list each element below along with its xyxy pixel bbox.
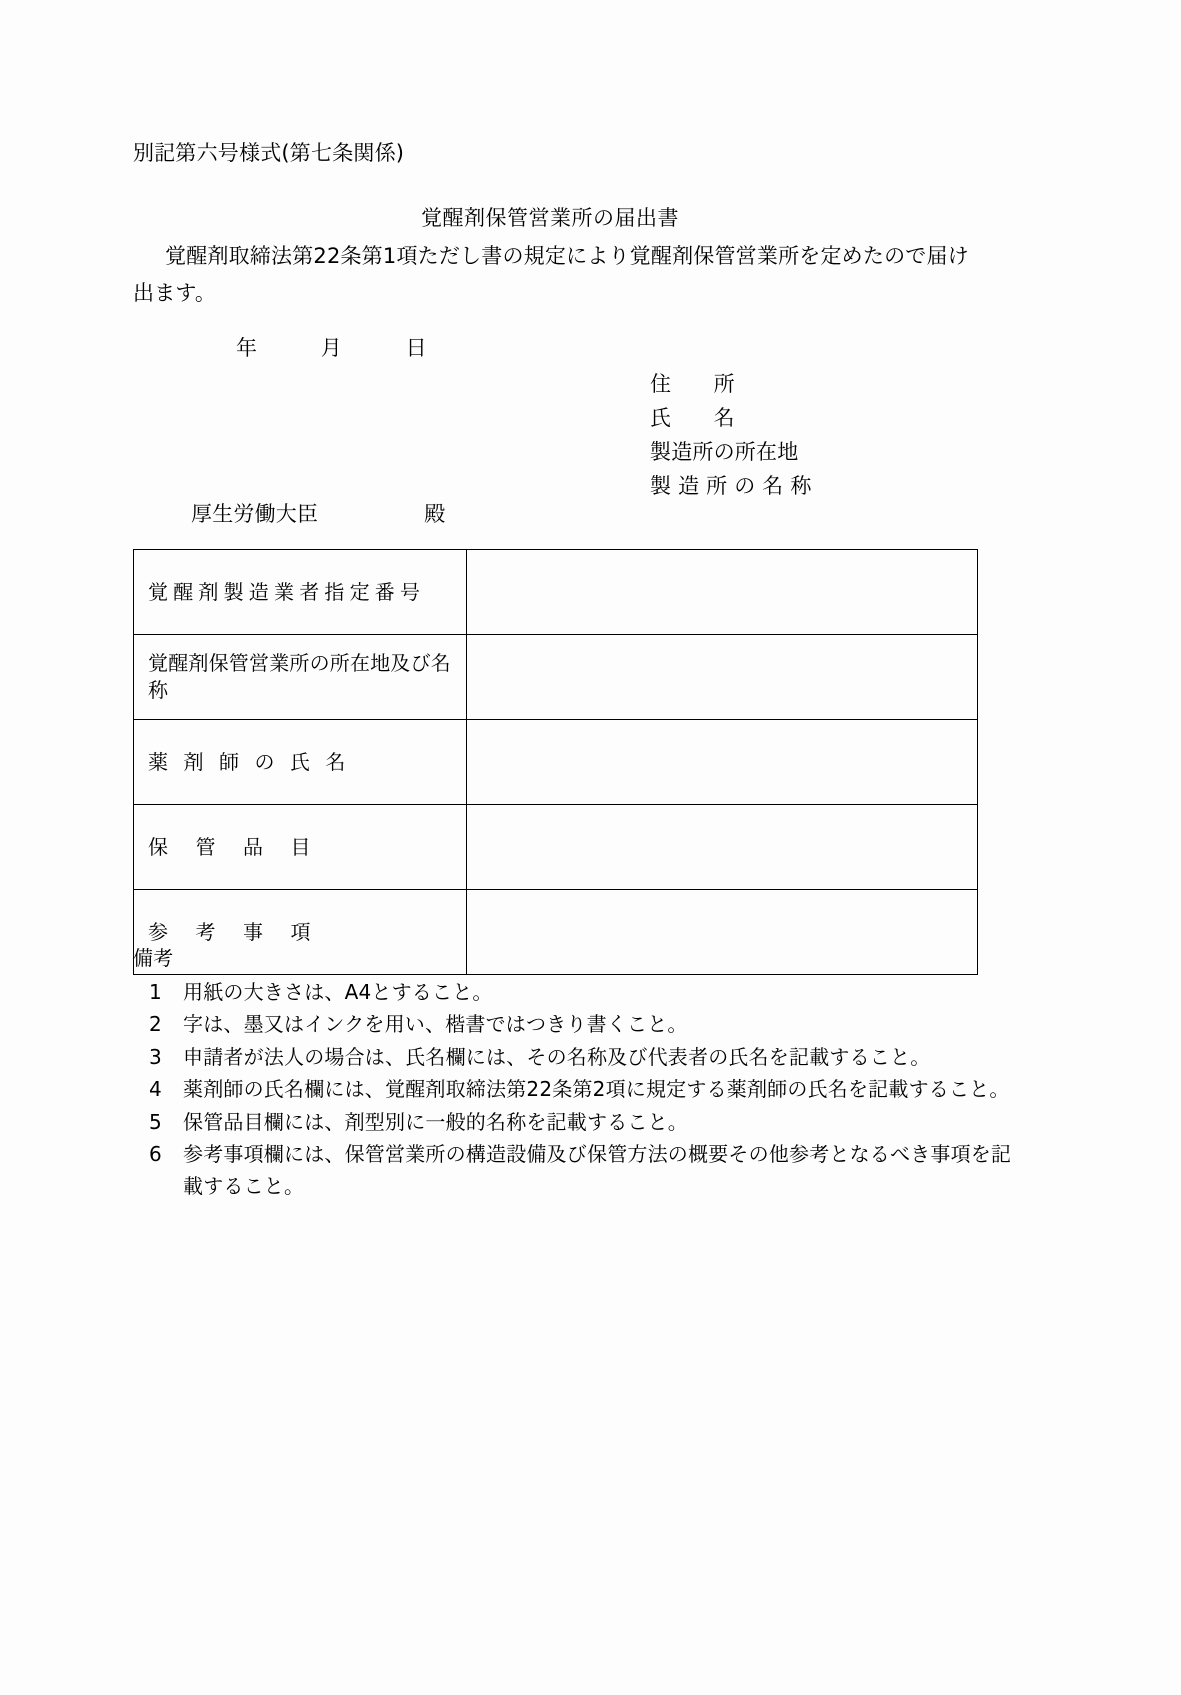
note-number: 6 <box>149 1141 162 1166</box>
note-item <box>149 976 1013 1008</box>
note-number: 1 <box>149 980 162 1004</box>
note-text: 申請者が法人の場合は、氏名欄には、その名称及び代表者の氏名を記載すること。 <box>183 1044 931 1069</box>
notes-section <box>133 942 1013 1203</box>
page-title: 覚醒剤保管営業所の届出書 <box>421 206 679 230</box>
address-label-factory-location: 製造所の所在地 <box>650 440 799 465</box>
date-line: 年 月 日 <box>236 336 427 360</box>
note-item <box>149 1073 1013 1105</box>
table-label-cell-1 <box>134 550 467 635</box>
note-text: 保管品目欄には、剤型別に一般的名称を記載すること。 <box>183 1109 688 1134</box>
table-label-text-4: 保管品目 <box>148 834 338 859</box>
note-item <box>149 1008 1013 1040</box>
table-row <box>134 805 978 890</box>
applicant-address-block <box>650 367 812 503</box>
note-number: 3 <box>149 1044 162 1069</box>
table-row <box>134 720 978 805</box>
table-label-cell-4 <box>134 805 467 890</box>
note-text: 用紙の大きさは、A4とすること。 <box>183 980 493 1004</box>
address-label-jusho: 住 所 <box>650 372 735 396</box>
note-number: 4 <box>149 1077 162 1102</box>
table-label-text-5: 参考事項 <box>148 919 338 944</box>
table-label-text-3: 薬剤師の氏名 <box>148 749 361 774</box>
table-label-text-1: 覚醒剤製造業者指定番号 <box>148 579 426 604</box>
note-number: 5 <box>149 1109 162 1134</box>
table-value-cell-1[interactable] <box>467 550 978 635</box>
table-label-cell-3 <box>134 720 467 805</box>
note-number: 2 <box>149 1012 162 1037</box>
table-label-text-2: 覚醒剤保管営業所の所在地及び名称 <box>148 651 451 702</box>
form-table <box>133 549 978 975</box>
note-text: 参考事項欄には、保管営業所の構造設備及び保管方法の概要その他参考となるべき事項を記載すること。 <box>183 1141 1012 1199</box>
table-value-cell-3[interactable] <box>467 720 978 805</box>
address-label-factory-name: 製 造 所 の 名 称 <box>650 474 812 499</box>
table-label-cell-2 <box>134 635 467 720</box>
notes-heading: 備考 <box>133 946 174 970</box>
addressee-minister: 厚生労働大臣 殿 <box>191 502 446 526</box>
address-label-shimei: 氏 名 <box>650 406 735 431</box>
note-text: 字は、墨又はインクを用い、楷書ではつきり書くこと。 <box>183 1012 688 1037</box>
body-paragraph: 覚醒剤取締法第22条第1項ただし書の規定により覚醒剤保管営業所を定めたので届け出ます。 <box>133 244 969 305</box>
table-row <box>134 635 978 720</box>
form-number: 別記第六号様式(第七条関係) <box>133 141 405 165</box>
table-value-cell-4[interactable] <box>467 805 978 890</box>
note-text: 薬剤師の氏名欄には、覚醒剤取締法第22条第2項に規定する薬剤師の氏名を記載すること。 <box>183 1077 1010 1102</box>
note-item <box>149 1106 1013 1138</box>
table-row <box>134 550 978 635</box>
table-value-cell-2[interactable] <box>467 635 978 720</box>
note-item <box>149 1138 1013 1203</box>
note-item <box>149 1041 1013 1073</box>
